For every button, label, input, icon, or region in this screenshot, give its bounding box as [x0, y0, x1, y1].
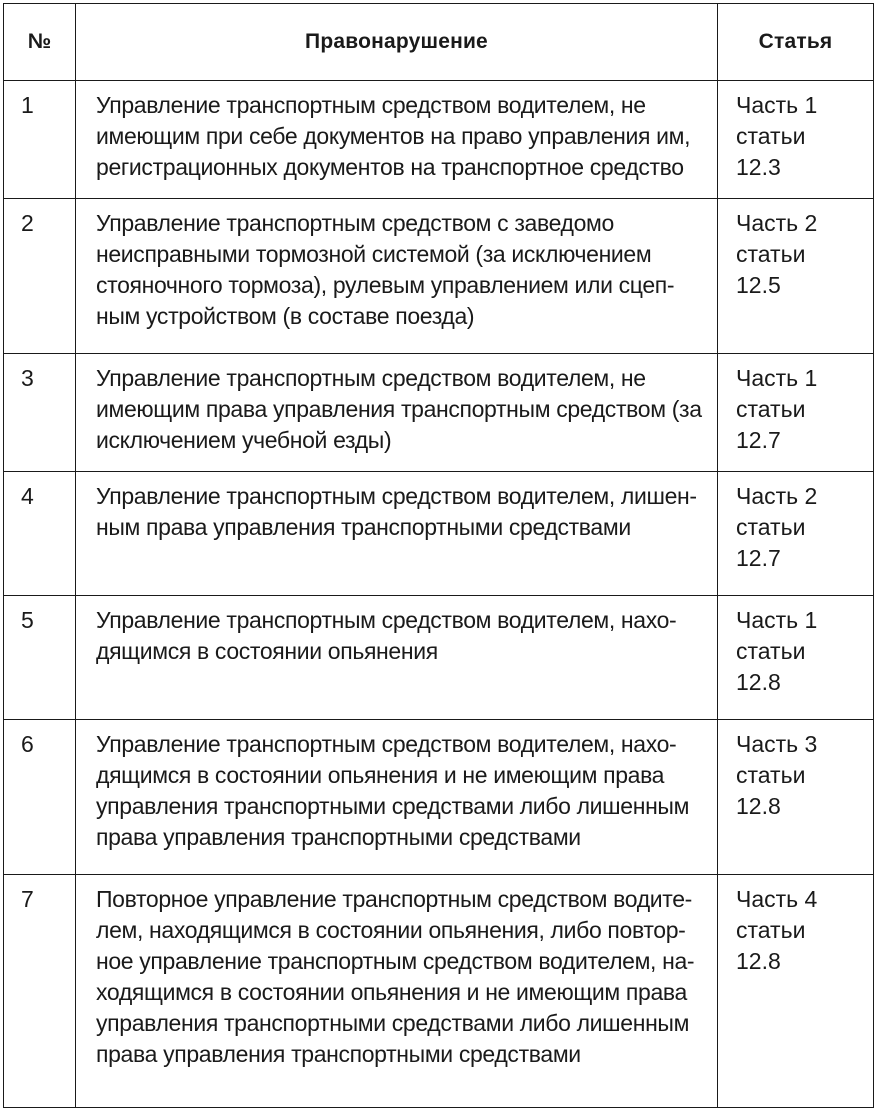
table-body: [4, 81, 874, 1108]
row-offense: Управление транспортным средством с заведомо неисправными тормозной системой (за исключением стояночного тормоза), рулевым управлением или сцеп-ным устройством (в составе поезда): [76, 199, 718, 354]
article-number: 12.8: [736, 669, 781, 695]
row-offense: Управление транспортным средством водителем, не имеющим права управления транспортным средством (за исключением учебной езды): [76, 354, 718, 472]
article-number: 12.5: [736, 272, 781, 298]
row-offense: Управление транспортным средством водителем, лишен-ным права управления транспортными средствами: [76, 472, 718, 596]
row-number: 7: [4, 875, 76, 1108]
row-offense: Повторное управление транспортным средством водите-лем, находящимся в состоянии опьянения, либо повтор-ное управление транспортным средством водителем, на-ходящимся в состоянии опьянения и не имеющим права управления транспортными средствами либо лишенным права управления транспортными средствами: [76, 875, 718, 1108]
header-number: №: [4, 4, 76, 81]
row-offense: Управление транспортным средством водителем, не имеющим при себе документов на право управления им, регистрационных документов на транспортное средство: [76, 81, 718, 199]
article-number: 12.7: [736, 545, 781, 571]
article-number: 12.3: [736, 154, 781, 180]
violations-table: [3, 3, 874, 1108]
article-part: Часть 1: [736, 607, 818, 633]
article-part: Часть 1: [736, 365, 818, 391]
article-word: статьи: [736, 241, 806, 267]
article-part: Часть 2: [736, 483, 818, 509]
header-row: [4, 4, 874, 81]
table-row: [4, 354, 874, 472]
row-number: 2: [4, 199, 76, 354]
article-word: статьи: [736, 123, 806, 149]
table-row: [4, 199, 874, 354]
row-article: [718, 81, 874, 199]
row-offense: Управление транспортным средством водителем, нахо-дящимся в состоянии опьянения: [76, 596, 718, 720]
row-offense: Управление транспортным средством водителем, нахо-дящимся в состоянии опьянения и не имеющим права управления транспортными средствами либо лишенным права управления транспортными средствами: [76, 720, 718, 875]
header-offense: Правонарушение: [76, 4, 718, 81]
article-word: статьи: [736, 396, 806, 422]
table-row: [4, 472, 874, 596]
row-article: [718, 472, 874, 596]
table-row: [4, 596, 874, 720]
row-article: [718, 875, 874, 1108]
table-header: [4, 4, 874, 81]
table-row: [4, 720, 874, 875]
article-word: статьи: [736, 638, 806, 664]
row-number: 6: [4, 720, 76, 875]
row-article: [718, 354, 874, 472]
article-part: Часть 1: [736, 92, 818, 118]
article-word: статьи: [736, 917, 806, 943]
article-part: Часть 4: [736, 886, 818, 912]
row-article: [718, 720, 874, 875]
table-row: [4, 875, 874, 1108]
row-article: [718, 596, 874, 720]
row-number: 1: [4, 81, 76, 199]
row-number: 5: [4, 596, 76, 720]
article-word: статьи: [736, 514, 806, 540]
article-number: 12.8: [736, 948, 781, 974]
article-part: Часть 3: [736, 731, 818, 757]
row-number: 3: [4, 354, 76, 472]
table-row: [4, 81, 874, 199]
article-word: статьи: [736, 762, 806, 788]
row-article: [718, 199, 874, 354]
article-part: Часть 2: [736, 210, 818, 236]
article-number: 12.8: [736, 793, 781, 819]
row-number: 4: [4, 472, 76, 596]
header-article: Статья: [718, 4, 874, 81]
article-number: 12.7: [736, 427, 781, 453]
